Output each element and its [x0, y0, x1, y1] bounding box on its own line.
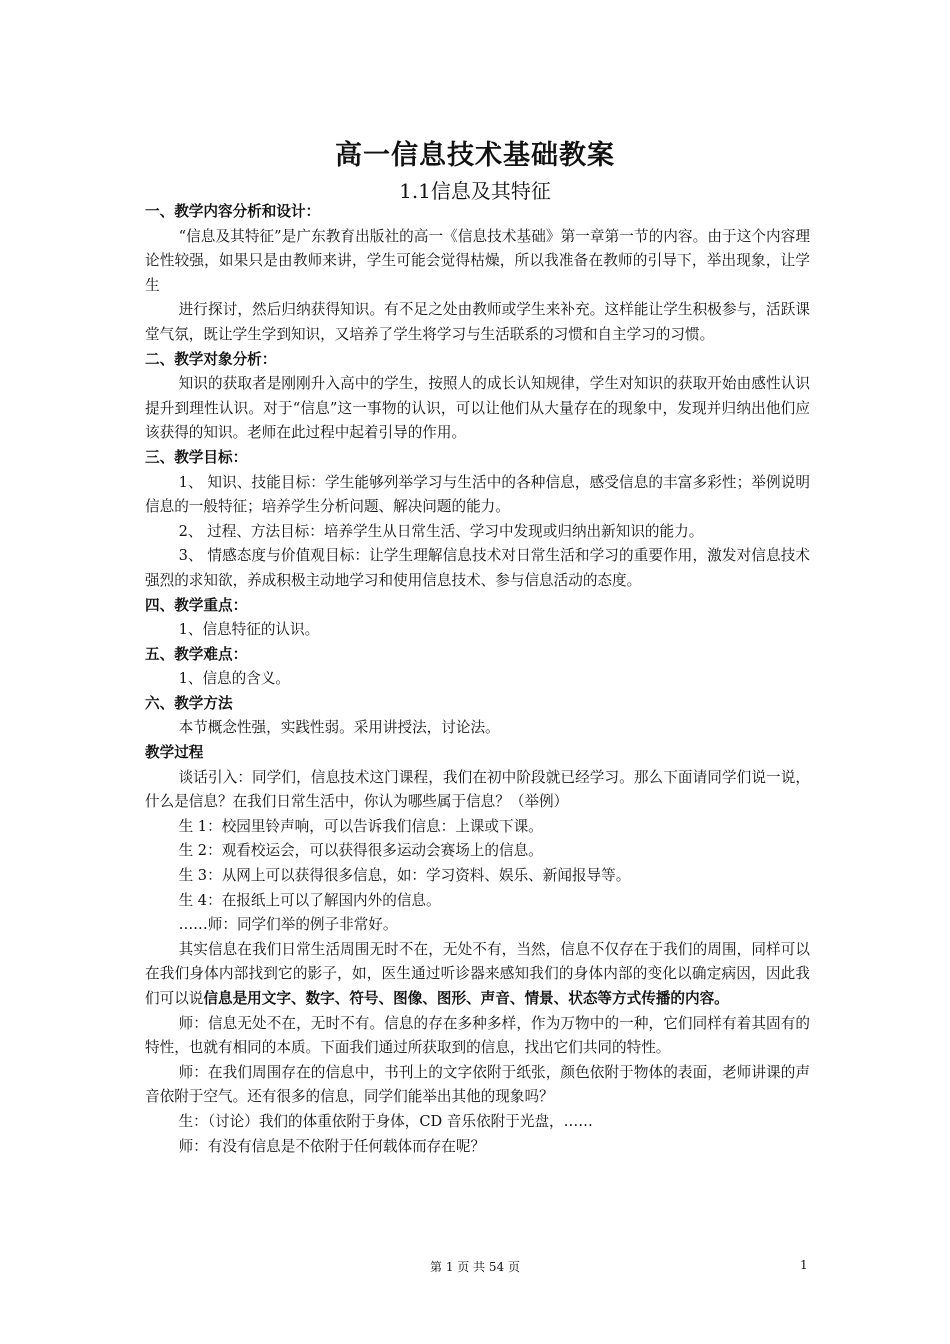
- page-number: 1: [800, 1258, 808, 1272]
- heading-difficulties: 五、教学难点：: [145, 645, 248, 663]
- paragraph: 知识的获取者是刚刚升入高中的学生，按照人的成长认知规律，学生对知识的获取开始由感性认识提升到理性认识。对于“信息”这一事物的认识，可以让他们从大量存在的现象中，发现并归纳出他们应该获得的知识。老师在此过程中起着引导的作用。: [145, 375, 810, 442]
- paragraph: 1、 知识、技能目标：学生能够列举学习与生活中的各种信息，感受信息的丰富多彩性；举例说明信息的一般特征；培养学生分析问题、解决问题的能力。: [145, 473, 810, 516]
- paragraph: 2、 过程、方法目标：培养学生从日常生活、学习中发现或归纳出新知识的能力。: [178, 522, 704, 540]
- heading-key-points: 四、教学重点：: [145, 596, 248, 614]
- paragraph: 师：信息无处不在，无时不有。信息的存在多种多样，作为万物中的一种，它们同样有着其固有的特性，也就有相同的本质。下面我们通过所获取到的信息，找出它们共同的特性。: [145, 1014, 810, 1057]
- paragraph: 师：有没有信息是不依附于任何载体而存在呢？: [178, 1137, 486, 1155]
- paragraph: 生：（讨论）我们的体重依附于身体，CD 音乐依附于光盘，……: [178, 1112, 593, 1130]
- document-body: [145, 200, 810, 1159]
- paragraph: 3、 情感态度与价值观目标：让学生理解信息技术对日常生活和学习的重要作用，激发对信息技术强烈的求知欲，养成积极主动地学习和使用信息技术、参与信息活动的态度。: [145, 547, 810, 589]
- paragraph: 1、信息的含义。: [178, 670, 291, 688]
- paragraph: “信息及其特征”是广东教育出版社的高一《信息技术基础》第一章第一节的内容。由于这个内容理论性较强，如果只是由教师来讲，学生可能会觉得枯燥，所以我准备在教师的引导下，举出现象，让学生: [145, 227, 810, 294]
- section-subtitle: 1.1信息及其特征: [399, 179, 551, 203]
- document-title: 高一信息技术基础教案: [335, 140, 615, 171]
- paragraph: 师：在我们周围存在的信息中，书刊上的文字依附于纸张，颜色依附于物体的表面，老师讲课的声音依附于空气。还有很多的信息，同学们能举出其他的现象吗？: [145, 1063, 810, 1106]
- paragraph-definition: [145, 938, 810, 1012]
- paragraph: ……师：同学们举的例子非常好。: [178, 916, 398, 934]
- paragraph: 进行探讨，然后归纳获得知识。有不足之处由教师或学生来补充。这样能让学生积极参与，活跃课堂气氛，既让学生学到知识，又培养了学生将学习与生活联系的习惯和自主学习的习惯。: [145, 301, 810, 343]
- information-definition: 信息是用文字、数字、符号、图像、图形、声音、情景、状态等方式传播的内容。: [203, 990, 729, 1007]
- paragraph: 本节概念性强，实践性弱。采用讲授法，讨论法。: [178, 719, 500, 737]
- paragraph: 1、信息特征的认识。: [178, 621, 320, 639]
- heading-teaching-process: 教学过程: [145, 744, 204, 762]
- paragraph: 生 1：校园里铃声响，可以告诉我们信息：上课或下课。: [178, 817, 543, 835]
- heading-audience-analysis: 二、教学对象分析：: [145, 350, 277, 368]
- heading-teaching-goals: 三、教学目标：: [145, 448, 248, 466]
- heading-content-analysis: 一、教学内容分析和设计：: [145, 203, 321, 220]
- paragraph: 谈话引入：同学们，信息技术这门课程，我们在初中阶段就已经学习。那么下面请同学们说一说，什么是信息？在我们日常生活中，你认为哪些属于信息？（举例）: [145, 768, 810, 811]
- paragraph: 生 4：在报纸上可以了解国内外的信息。: [178, 891, 441, 909]
- heading-teaching-methods: 六、教学方法: [145, 694, 233, 712]
- paragraph: 生 2：观看校运会，可以获得很多运动会赛场上的信息。: [178, 842, 543, 860]
- paragraph-text: 其实信息在我们日常生活周围无时不在，无处不有，当然，信息不仅存在于我们的周围，同样可以在我们身体内部找到它的影子，如，医生通过听诊器来感知我们的身体内部的变化以确定病因，因此我们可以说: [145, 940, 810, 1007]
- page-footer: 第 1 页 共 54 页: [430, 1260, 520, 1274]
- paragraph: 生 3：从网上可以获得很多信息，如：学习资料、娱乐、新闻报导等。: [178, 867, 631, 885]
